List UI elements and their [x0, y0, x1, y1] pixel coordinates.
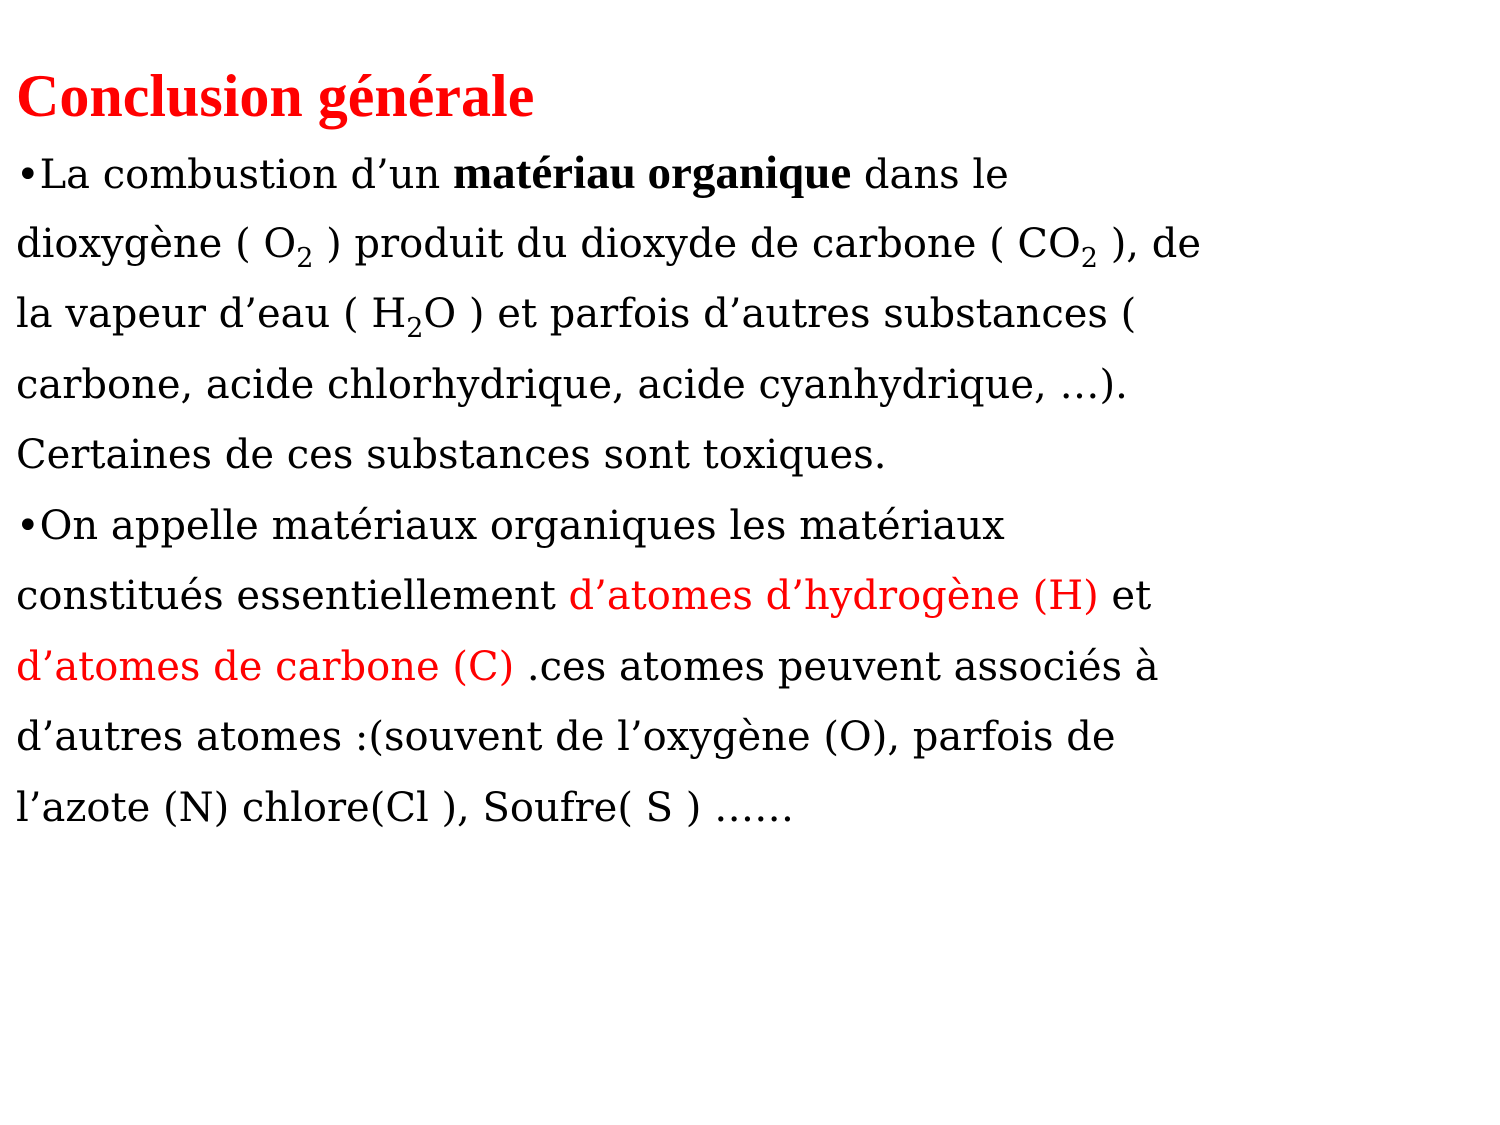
- subscript: 2: [296, 242, 314, 274]
- highlight-text: d’atomes d’hydrogène (H): [568, 573, 1099, 619]
- text-run: La combustion d’un: [39, 152, 454, 198]
- paragraph-2-line-5: l’azote (N) chlore(Cl ), Soufre( S ) ……: [16, 784, 795, 831]
- paragraph-2-line-1: [16, 491, 1486, 562]
- slide-body: [16, 138, 1486, 843]
- text-run: On appelle matériaux organiques les matériaux: [39, 502, 1005, 549]
- slide-title: Conclusion générale: [16, 63, 535, 129]
- text-run: la vapeur d’eau ( H: [16, 291, 407, 337]
- text-run: ) produit du dioxyde de carbone ( CO: [313, 220, 1081, 267]
- text-run: dioxygène ( O: [16, 220, 297, 267]
- bullet: •: [16, 152, 40, 198]
- highlight-text: d’atomes de carbone (C): [16, 643, 527, 690]
- text-run: .ces atomes peuvent associés à: [526, 643, 1159, 690]
- paragraph-2-line-4: d’autres atomes :(souvent de l’oxygène (O), parfois de: [16, 714, 1116, 760]
- text-run: ), de: [1097, 220, 1202, 267]
- paragraph-1-line-1: [16, 138, 1486, 209]
- text-run: et: [1098, 573, 1152, 619]
- paragraph-1-line-2: [16, 209, 1486, 280]
- text-run: dans le: [851, 152, 1009, 198]
- paragraph-2-line-2: [16, 561, 1486, 632]
- paragraph-1-line-4: carbone, acide chlorhydrique, acide cyanhydrique, …).: [16, 361, 1128, 408]
- paragraph-1-line-3: [16, 279, 1486, 350]
- subscript: 2: [406, 313, 424, 344]
- bold-term: matériau organique: [453, 147, 852, 199]
- text-run: constitués essentiellement: [16, 573, 569, 619]
- bullet: •: [16, 502, 40, 549]
- subscript: 2: [1080, 242, 1098, 274]
- text-run: O ) et parfois d’autres substances (: [423, 291, 1137, 337]
- paragraph-2-line-3: [16, 632, 1486, 703]
- paragraph-1-line-5: Certaines de ces substances sont toxiques.: [16, 432, 887, 478]
